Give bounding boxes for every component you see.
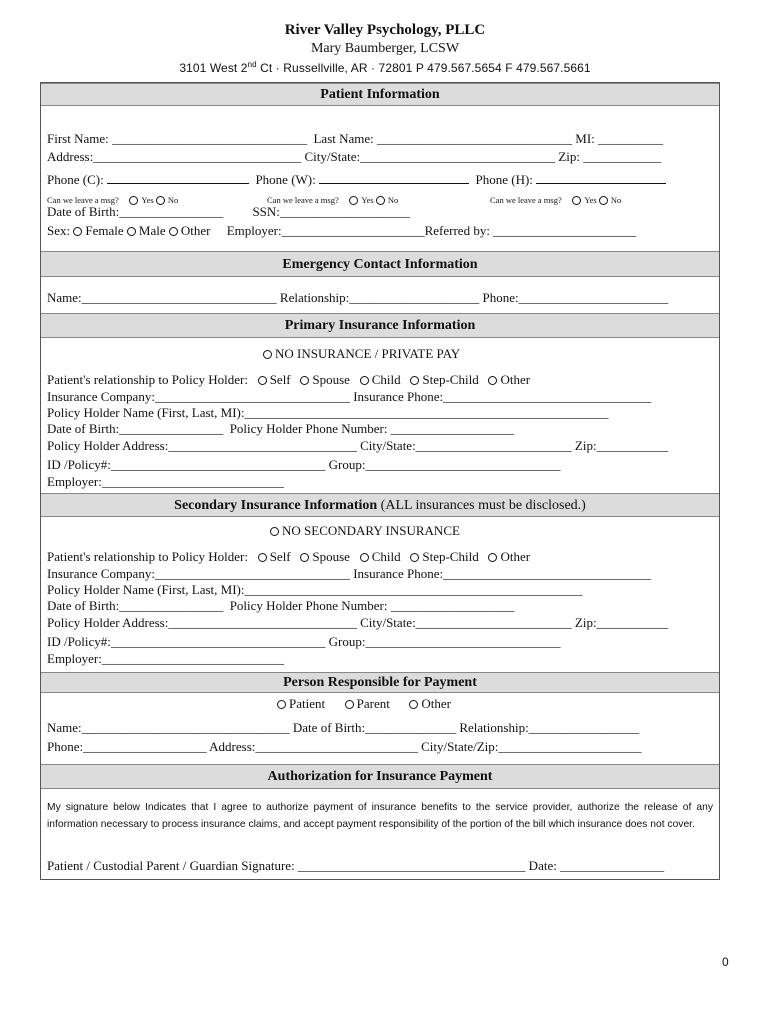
practice-address: 3101 West 2nd Ct · Russellville, AR · 72801 P 479.567.5654 F 479.567.5661 [179,60,591,75]
secondary-relationship-line: Patient's relationship to Policy Holder: Self Spouse Child Step-Child Other [47,549,531,564]
primary-policy-line[interactable]: ID /Policy#:_________________________________ Group:______________________________ [47,457,561,472]
signature-line[interactable]: Patient / Custodial Parent / Guardian Signature: ___________________________________ Date: ________________ [47,858,665,873]
section-patient-information: Patient Information [41,83,719,106]
primary-no-insurance-option[interactable]: NO INSURANCE / PRIVATE PAY [263,346,460,362]
sex-other-radio[interactable] [169,227,178,236]
patient-phone-line[interactable]: Phone (C): Phone (W): Phone (H): [47,171,666,188]
intake-form [40,82,720,880]
primary-employer-line[interactable]: Employer:____________________________ [47,474,284,489]
secondary-policy-line[interactable]: ID /Policy#:_________________________________ Group:______________________________ [47,634,561,649]
section-authorization: Authorization for Insurance Payment [41,764,719,789]
payment-parent-radio[interactable] [345,700,354,709]
clinician-name: Mary Baumberger, LCSW [310,41,460,56]
section-secondary-insurance: Secondary Insurance Information (ALL insurances must be disclosed.) [41,493,719,517]
payment-other-radio[interactable] [409,700,418,709]
msg-home-question: Can we leave a msg? Yes No [490,195,622,205]
payment-options: Patient Parent Other [277,696,451,712]
secondary-company-line[interactable]: Insurance Company:______________________________ Insurance Phone:________________________________ [47,566,652,581]
page-number: 0 [722,955,729,969]
primary-address-line[interactable]: Policy Holder Address:_____________________________ City/State:________________________ Zip:___________ [47,438,669,453]
secondary-rel-other-radio[interactable] [488,553,497,562]
secondary-dob-line[interactable]: Date of Birth:________________ Policy Holder Phone Number: ___________________ [47,598,515,613]
msg-home-no-radio[interactable] [599,196,608,205]
msg-work-question: Can we leave a msg? Yes No [267,195,399,205]
patient-sex-line[interactable]: Sex: Female Male Other Employer:______________________Referred by: ______________________ [47,223,637,238]
primary-rel-child-radio[interactable] [360,376,369,385]
primary-relationship-line: Patient's relationship to Policy Holder: Self Spouse Child Step-Child Other [47,372,531,387]
secondary-rel-child-radio[interactable] [360,553,369,562]
primary-holder-name-line[interactable]: Policy Holder Name (First, Last, MI):________________________________________________________ [47,405,609,420]
msg-cell-question: Can we leave a msg? Yes No [47,195,179,205]
msg-home-yes-radio[interactable] [572,196,581,205]
primary-dob-line[interactable]: Date of Birth:________________ Policy Holder Phone Number: ___________________ [47,421,515,436]
primary-no-insurance-radio[interactable] [263,350,272,359]
secondary-rel-stepchild-radio[interactable] [410,553,419,562]
sex-male-radio[interactable] [127,227,136,236]
secondary-rel-spouse-radio[interactable] [300,553,309,562]
section-emergency-contact: Emergency Contact Information [41,251,719,277]
payment-name-line[interactable]: Name:________________________________ Date of Birth:______________ Relationship:_________________ [47,720,640,735]
payment-phone-line[interactable]: Phone:___________________ Address:_________________________ City/State/Zip:______________________ [47,739,642,754]
emergency-contact-line[interactable]: Name:______________________________ Relationship:____________________ Phone:_______________________ [47,290,669,305]
section-primary-insurance: Primary Insurance Information [41,313,719,338]
secondary-address-line[interactable]: Policy Holder Address:_____________________________ City/State:________________________ Zip:___________ [47,615,669,630]
primary-rel-stepchild-radio[interactable] [410,376,419,385]
secondary-rel-self-radio[interactable] [258,553,267,562]
primary-company-line[interactable]: Insurance Company:______________________________ Insurance Phone:________________________________ [47,389,652,404]
section-payment-responsible: Person Responsible for Payment [41,672,719,693]
sex-female-radio[interactable] [73,227,82,236]
patient-address-line[interactable]: Address:________________________________ City/State:______________________________ Zip: ____________ [47,149,662,164]
primary-rel-spouse-radio[interactable] [300,376,309,385]
secondary-no-insurance-radio[interactable] [270,527,279,536]
practice-name: River Valley Psychology, PLLC [284,22,486,38]
primary-rel-other-radio[interactable] [488,376,497,385]
authorization-text: My signature below Indicates that I agree to authorize payment of insurance benefits to the service provider, authorize the release of any information necessary to process insurance claims, and accept payment responsibility of the portion of the bill which insurance does not cover. [47,802,713,830]
secondary-employer-line[interactable]: Employer:____________________________ [47,651,284,666]
patient-name-line[interactable]: First Name: ______________________________ Last Name: ______________________________ MI: __________ [47,131,664,146]
primary-rel-self-radio[interactable] [258,376,267,385]
payment-patient-radio[interactable] [277,700,286,709]
secondary-holder-name-line[interactable]: Policy Holder Name (First, Last, MI):____________________________________________________ [47,582,583,597]
secondary-no-insurance-option[interactable]: NO SECONDARY INSURANCE [270,523,460,539]
patient-dob-ssn-line[interactable]: Date of Birth:________________ SSN:____________________ [47,204,410,219]
